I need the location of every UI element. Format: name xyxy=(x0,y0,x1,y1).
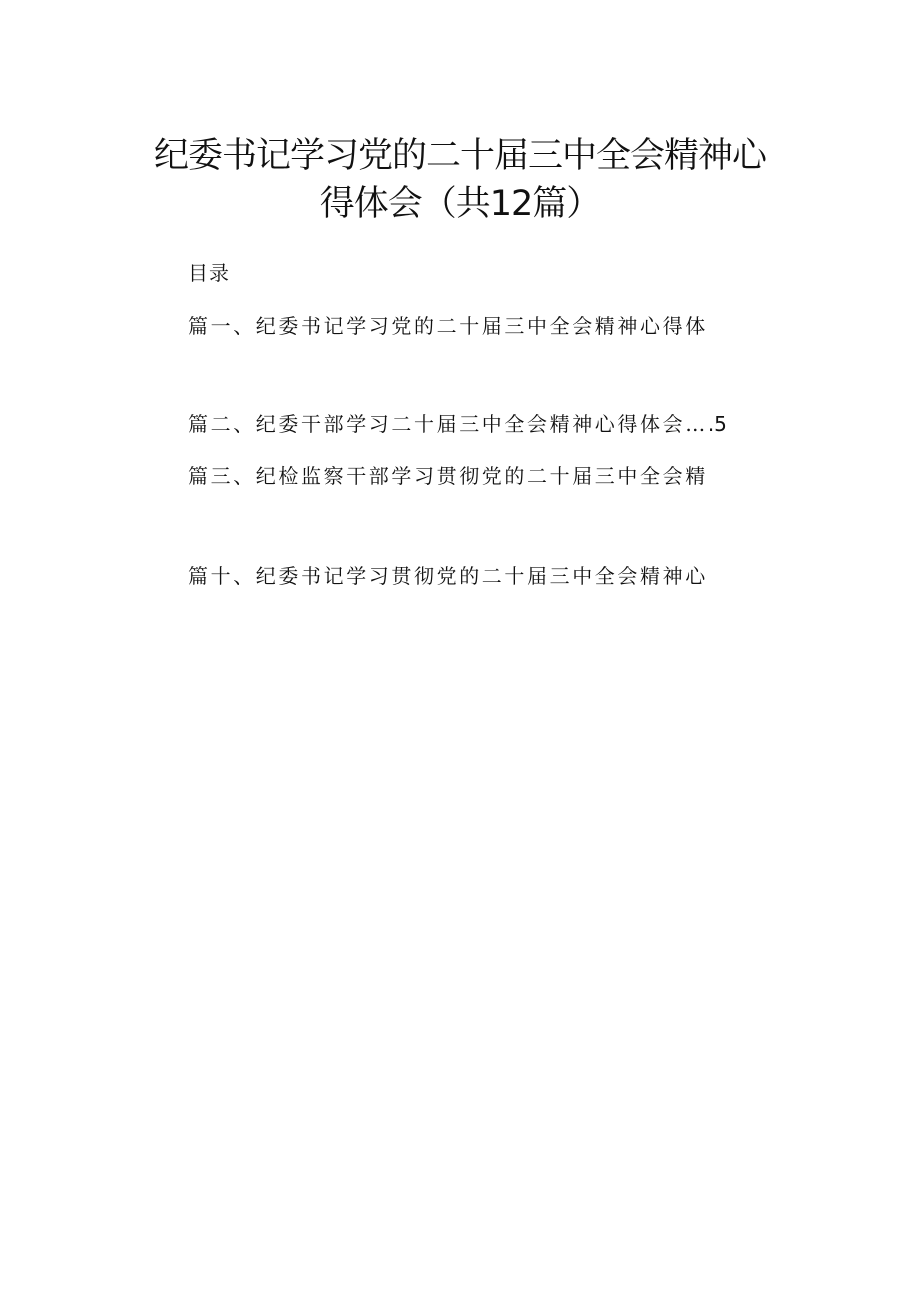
toc-entry-2[interactable] xyxy=(188,409,727,439)
toc-entry-label: 篇十、纪委书记学习贯彻党的二十届三中全会精神心 xyxy=(188,564,708,588)
toc-entry-label: 篇二、纪委干部学习二十届三中全会精神心得体会… xyxy=(188,412,708,436)
toc-entry-label: 篇三、纪检监察干部学习贯彻党的二十届三中全会精 xyxy=(188,464,708,488)
toc-entry-page: .5 xyxy=(707,412,727,436)
toc-entry-3[interactable] xyxy=(188,461,708,491)
toc-heading: 目录 xyxy=(188,261,230,285)
title-line-2: 得体会（共12篇） xyxy=(319,184,601,224)
toc-entry-label: 篇一、纪委书记学习党的二十届三中全会精神心得体 xyxy=(188,314,708,338)
document-title xyxy=(0,132,920,228)
title-line-1: 纪委书记学习党的二十届三中全会精神心 xyxy=(153,136,766,176)
toc-entry-4[interactable] xyxy=(188,561,708,591)
toc-entry-1[interactable] xyxy=(188,311,708,341)
